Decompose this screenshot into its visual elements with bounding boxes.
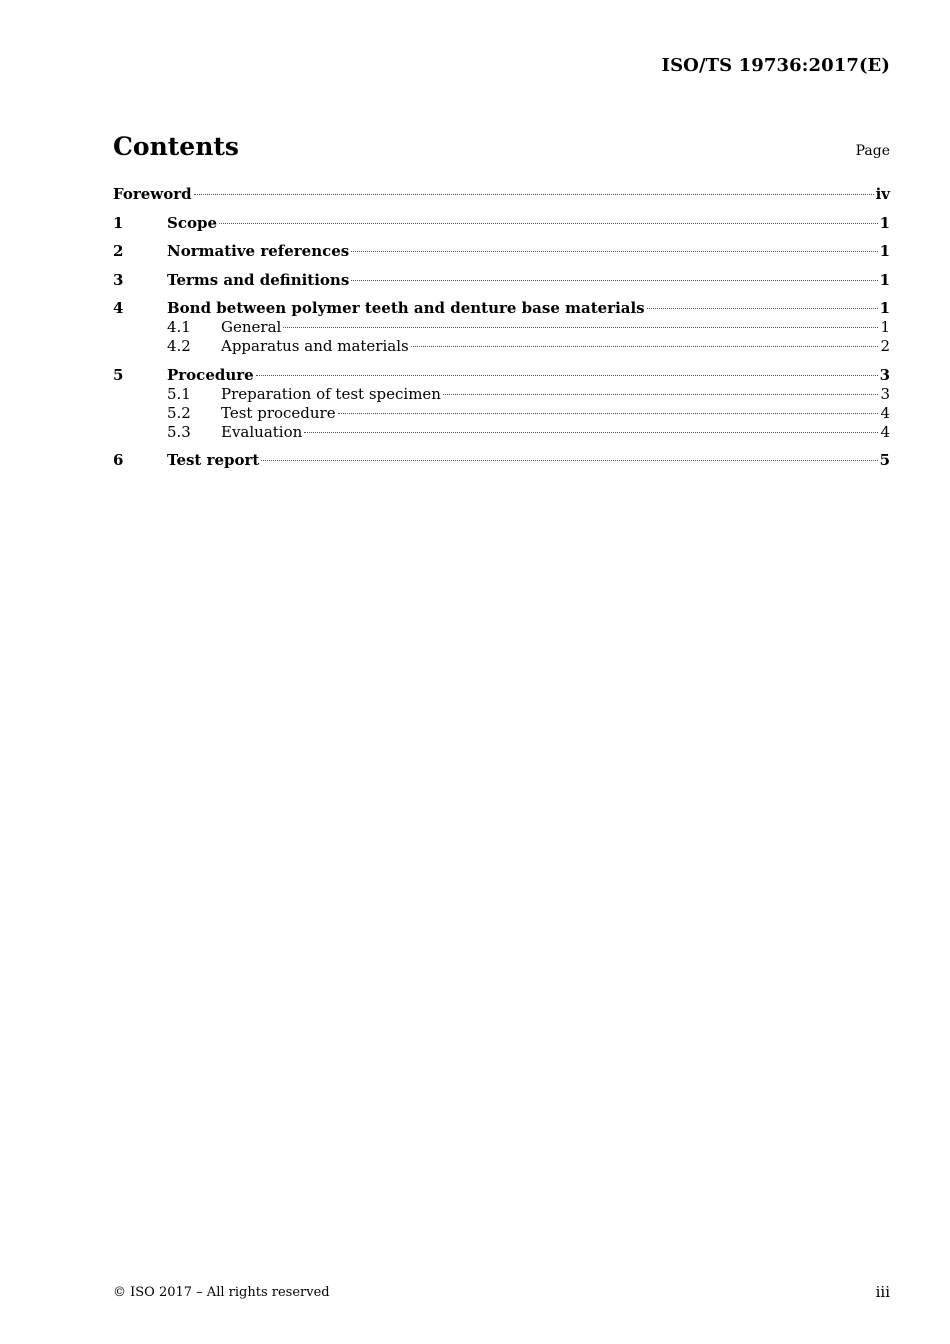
- page-column-label: Page: [855, 143, 890, 159]
- toc-entry[interactable]: [113, 270, 890, 290]
- toc-entry[interactable]: [113, 385, 890, 404]
- toc-entry-title[interactable]: Apparatus and materials: [221, 337, 409, 355]
- toc-dot-leader: [338, 412, 879, 414]
- toc-entry-title[interactable]: Normative references: [167, 242, 350, 260]
- toc-entry-number: 5.1: [167, 384, 191, 403]
- toc-dot-leader: [261, 459, 877, 461]
- toc-entry-title[interactable]: Test procedure: [221, 403, 336, 422]
- toc-entry[interactable]: [113, 450, 890, 470]
- toc-entry-number: 2: [113, 242, 124, 260]
- toc-entry-title[interactable]: General: [221, 318, 282, 336]
- toc-entry-title[interactable]: Scope: [167, 213, 218, 232]
- toc-entry[interactable]: [113, 423, 890, 442]
- toc-entry-title[interactable]: Foreword: [113, 185, 192, 203]
- toc-entry[interactable]: [113, 337, 890, 356]
- toc-entry-title[interactable]: Bond between polymer teeth and denture base materials: [167, 299, 645, 317]
- toc-entry-page[interactable]: 1: [879, 270, 890, 289]
- toc-dot-leader: [443, 393, 878, 395]
- toc-entry-page[interactable]: 4: [880, 422, 890, 441]
- toc-dot-leader: [283, 326, 878, 328]
- toc-entry-number: 4.2: [167, 337, 191, 355]
- toc-entry-number: 6: [113, 451, 124, 469]
- toc-entry-page[interactable]: 1: [879, 213, 890, 232]
- toc-entry-number: 5: [113, 365, 124, 384]
- toc-entry-number: 5.2: [167, 403, 191, 422]
- toc-entry-page[interactable]: 1: [880, 318, 890, 336]
- toc-dot-leader: [256, 374, 878, 376]
- toc-entry[interactable]: [113, 298, 890, 318]
- toc-entry[interactable]: [113, 404, 890, 423]
- toc-entry-page[interactable]: 1: [879, 242, 890, 260]
- toc-entry-page[interactable]: iv: [875, 185, 890, 203]
- toc-entry-title[interactable]: Test report: [167, 451, 260, 469]
- toc-dot-leader: [219, 222, 878, 224]
- toc-entry-page[interactable]: 1: [879, 299, 890, 317]
- toc-entry[interactable]: [113, 318, 890, 337]
- toc-entry-page[interactable]: 3: [879, 365, 890, 384]
- toc-dot-leader: [351, 250, 877, 252]
- toc-entry[interactable]: [113, 241, 890, 261]
- toc-entry[interactable]: [113, 365, 890, 385]
- toc-entry-page[interactable]: 3: [880, 384, 890, 403]
- toc-dot-leader: [351, 279, 877, 281]
- toc-dot-leader: [304, 431, 878, 433]
- toc-entry-number: 3: [113, 270, 124, 289]
- toc-dot-leader: [411, 345, 879, 347]
- toc-entry-number: 4: [113, 299, 124, 317]
- toc-entry[interactable]: [113, 213, 890, 233]
- toc-entry-page[interactable]: 4: [880, 403, 890, 422]
- contents-heading: Contents: [113, 132, 240, 161]
- toc-entry-title[interactable]: Terms and definitions: [167, 270, 350, 289]
- document-id: ISO/TS 19736:2017(E): [661, 55, 890, 76]
- toc-entry-title[interactable]: Preparation of test specimen: [221, 384, 441, 403]
- toc-dot-leader: [194, 193, 874, 195]
- toc-dot-leader: [647, 307, 878, 309]
- toc-entry-title[interactable]: Evaluation: [221, 422, 303, 441]
- footer-copyright: © ISO 2017 – All rights reserved: [113, 1285, 330, 1300]
- toc-entry-title[interactable]: Procedure: [167, 365, 254, 384]
- toc-entry-number: 4.1: [167, 318, 191, 336]
- toc-entry-number: 1: [113, 213, 124, 232]
- table-of-contents: [113, 184, 890, 470]
- footer-page-number: iii: [875, 1283, 890, 1301]
- toc-entry-number: 5.3: [167, 422, 191, 441]
- toc-entry-page[interactable]: 5: [879, 451, 890, 469]
- toc-entry[interactable]: [113, 184, 890, 204]
- toc-entry-page[interactable]: 2: [880, 337, 890, 355]
